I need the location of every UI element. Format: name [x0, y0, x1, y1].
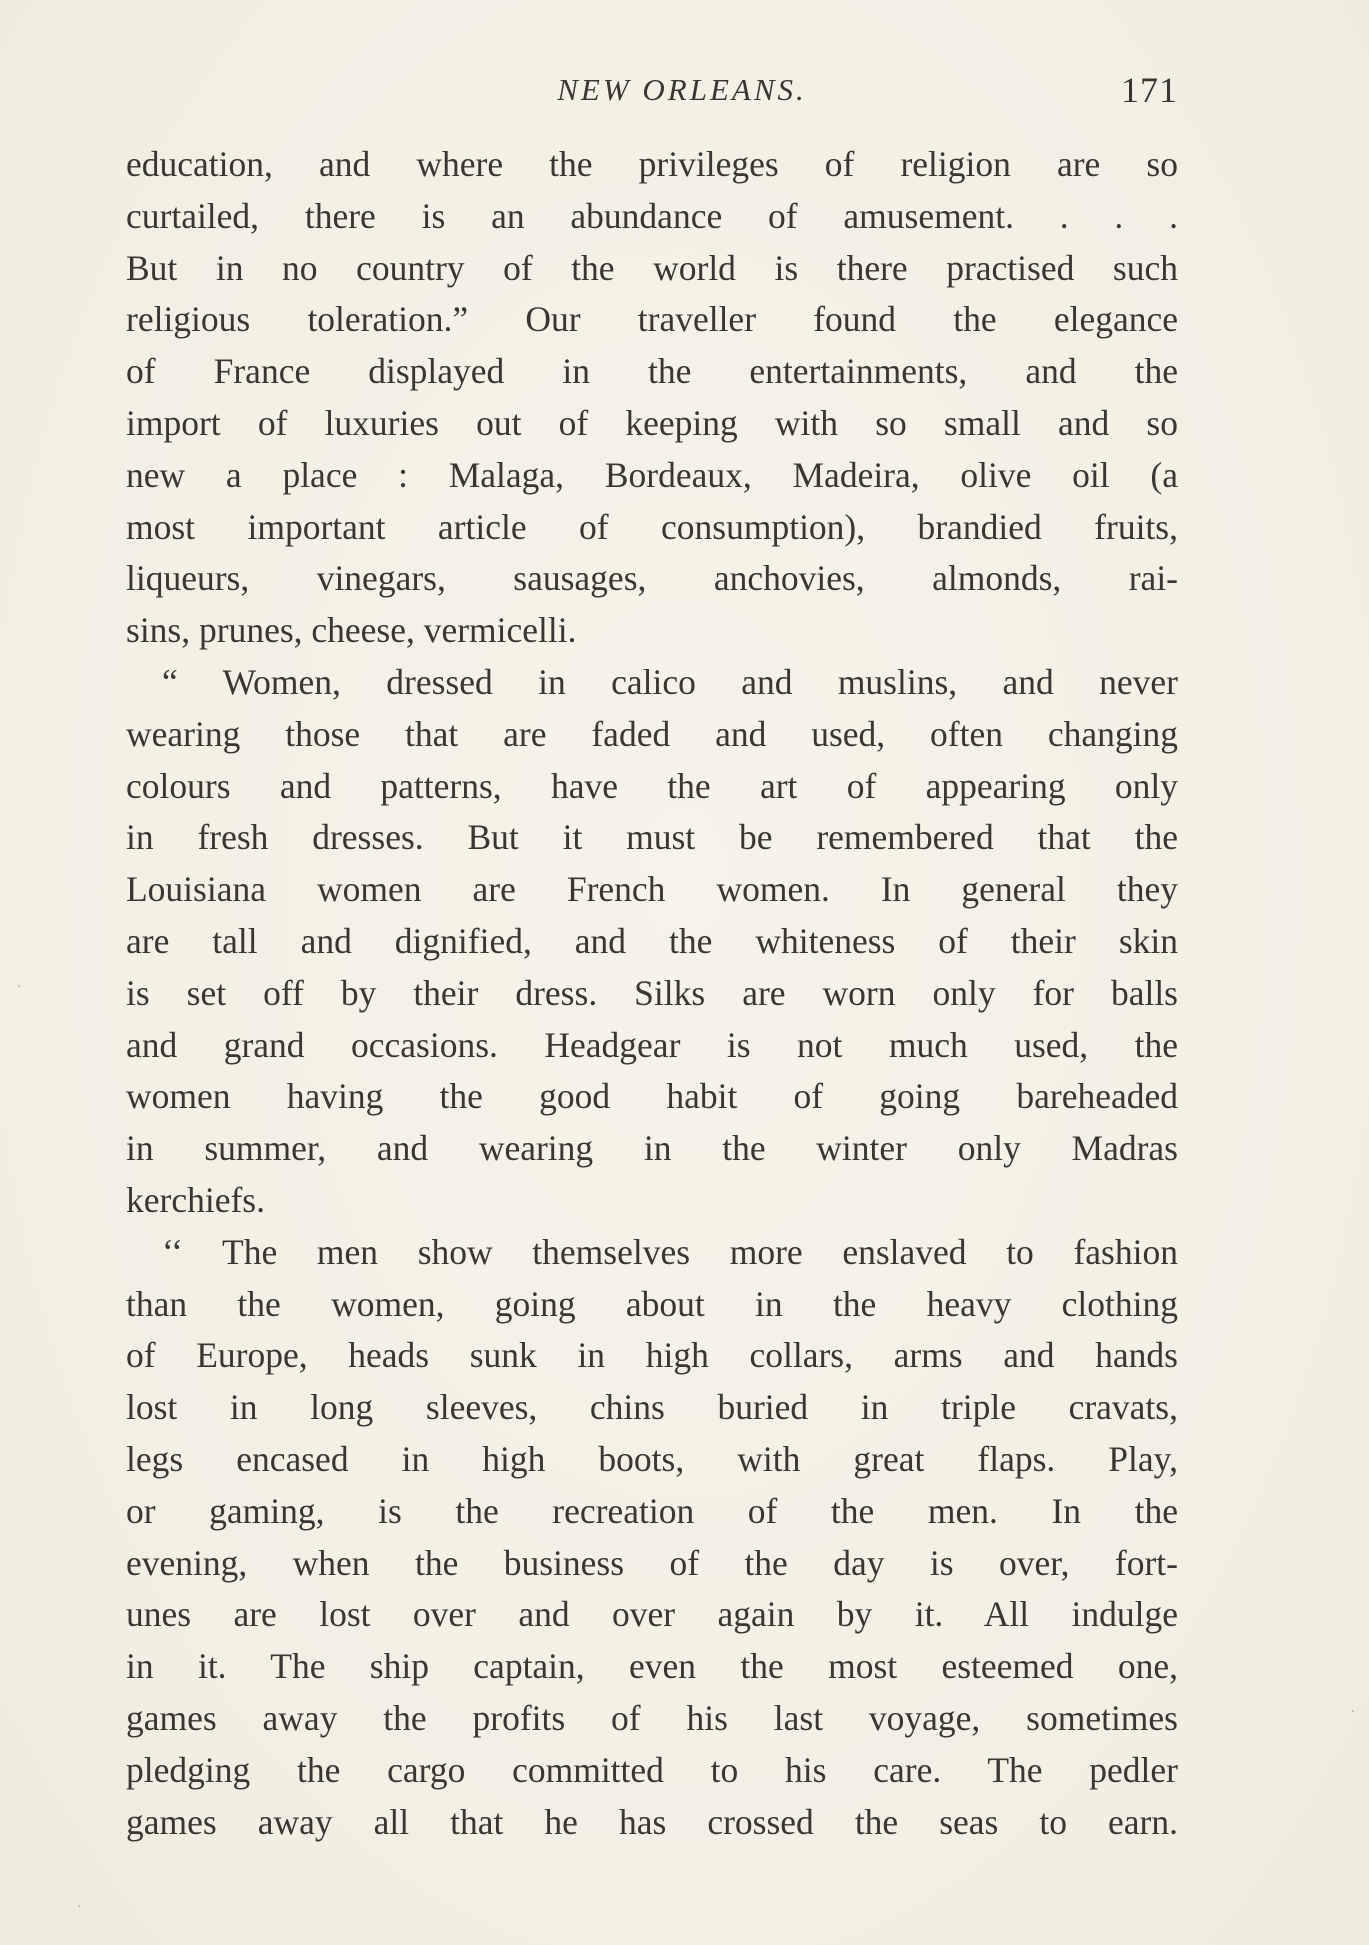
text-line: of Europe, heads sunk in high collars, arms and hands [126, 1335, 1178, 1376]
paragraph-end-line: kerchiefs. [126, 1179, 265, 1220]
running-title: NEW ORLEANS. [557, 72, 807, 107]
text-line: education, and where the privileges of religion are so [126, 144, 1178, 184]
text-line: pledging the cargo committed to his care. The pedler [126, 1749, 1178, 1790]
text-line: legs encased in high boots, with great flaps. Play, [126, 1438, 1178, 1479]
body-text [126, 139, 1178, 1848]
running-head [126, 66, 1178, 114]
text-line: is set off by their dress. Silks are worn only for balls [126, 972, 1178, 1013]
paragraph-end-line: sins, prunes, cheese, vermicelli. [126, 610, 577, 651]
text-line: Louisiana women are French women. In general they [126, 869, 1178, 910]
text-line: of France displayed in the entertainments, and the [126, 351, 1178, 392]
text-line: are tall and dignified, and the whiteness of their skin [126, 920, 1178, 961]
text-line: religious toleration.” Our traveller found the elegance [126, 299, 1178, 340]
text-line: games away all that he has crossed the seas to earn. [126, 1801, 1178, 1842]
text-line: unes are lost over and over again by it. All indulge [126, 1594, 1178, 1635]
paragraph-start-line: “ Women, dressed in calico and muslins, and never [162, 661, 1178, 702]
text-line: than the women, going about in the heavy clothing [126, 1283, 1178, 1324]
text-line: But in no country of the world is there practised such [126, 247, 1178, 288]
text-line: evening, when the business of the day is over, fort- [126, 1542, 1178, 1583]
paper-speck [78, 1905, 80, 1907]
page-number: 171 [1121, 70, 1178, 110]
text-line: in summer, and wearing in the winter only Madras [126, 1128, 1178, 1169]
text-line: import of luxuries out of keeping with so small and so [126, 402, 1178, 443]
paper-speck [1352, 1710, 1354, 1712]
text-line: colours and patterns, have the art of appearing only [126, 765, 1178, 806]
text-line: wearing those that are faded and used, often changing [126, 713, 1178, 754]
text-line: liqueurs, vinegars, sausages, anchovies, almonds, rai- [126, 558, 1178, 599]
text-line: and grand occasions. Headgear is not much used, the [126, 1024, 1178, 1065]
text-line: in fresh dresses. But it must be remembered that the [126, 817, 1178, 858]
text-line: most important article of consumption), brandied fruits, [126, 506, 1178, 547]
paper-speck [18, 985, 20, 987]
text-line: or gaming, is the recreation of the men. In the [126, 1490, 1178, 1531]
text-line: games away the profits of his last voyage, sometimes [126, 1697, 1178, 1738]
paragraph-start-line: ‘‘ The men show themselves more enslaved to fashion [162, 1231, 1178, 1272]
text-line: curtailed, there is an abundance of amusement. . . . [126, 195, 1178, 236]
text-line: new a place : Malaga, Bordeaux, Madeira, olive oil (a [126, 454, 1178, 495]
text-line: lost in long sleeves, chins buried in triple cravats, [126, 1387, 1178, 1428]
text-line: women having the good habit of going bareheaded [126, 1076, 1178, 1117]
text-line: in it. The ship captain, even the most esteemed one, [126, 1646, 1178, 1687]
